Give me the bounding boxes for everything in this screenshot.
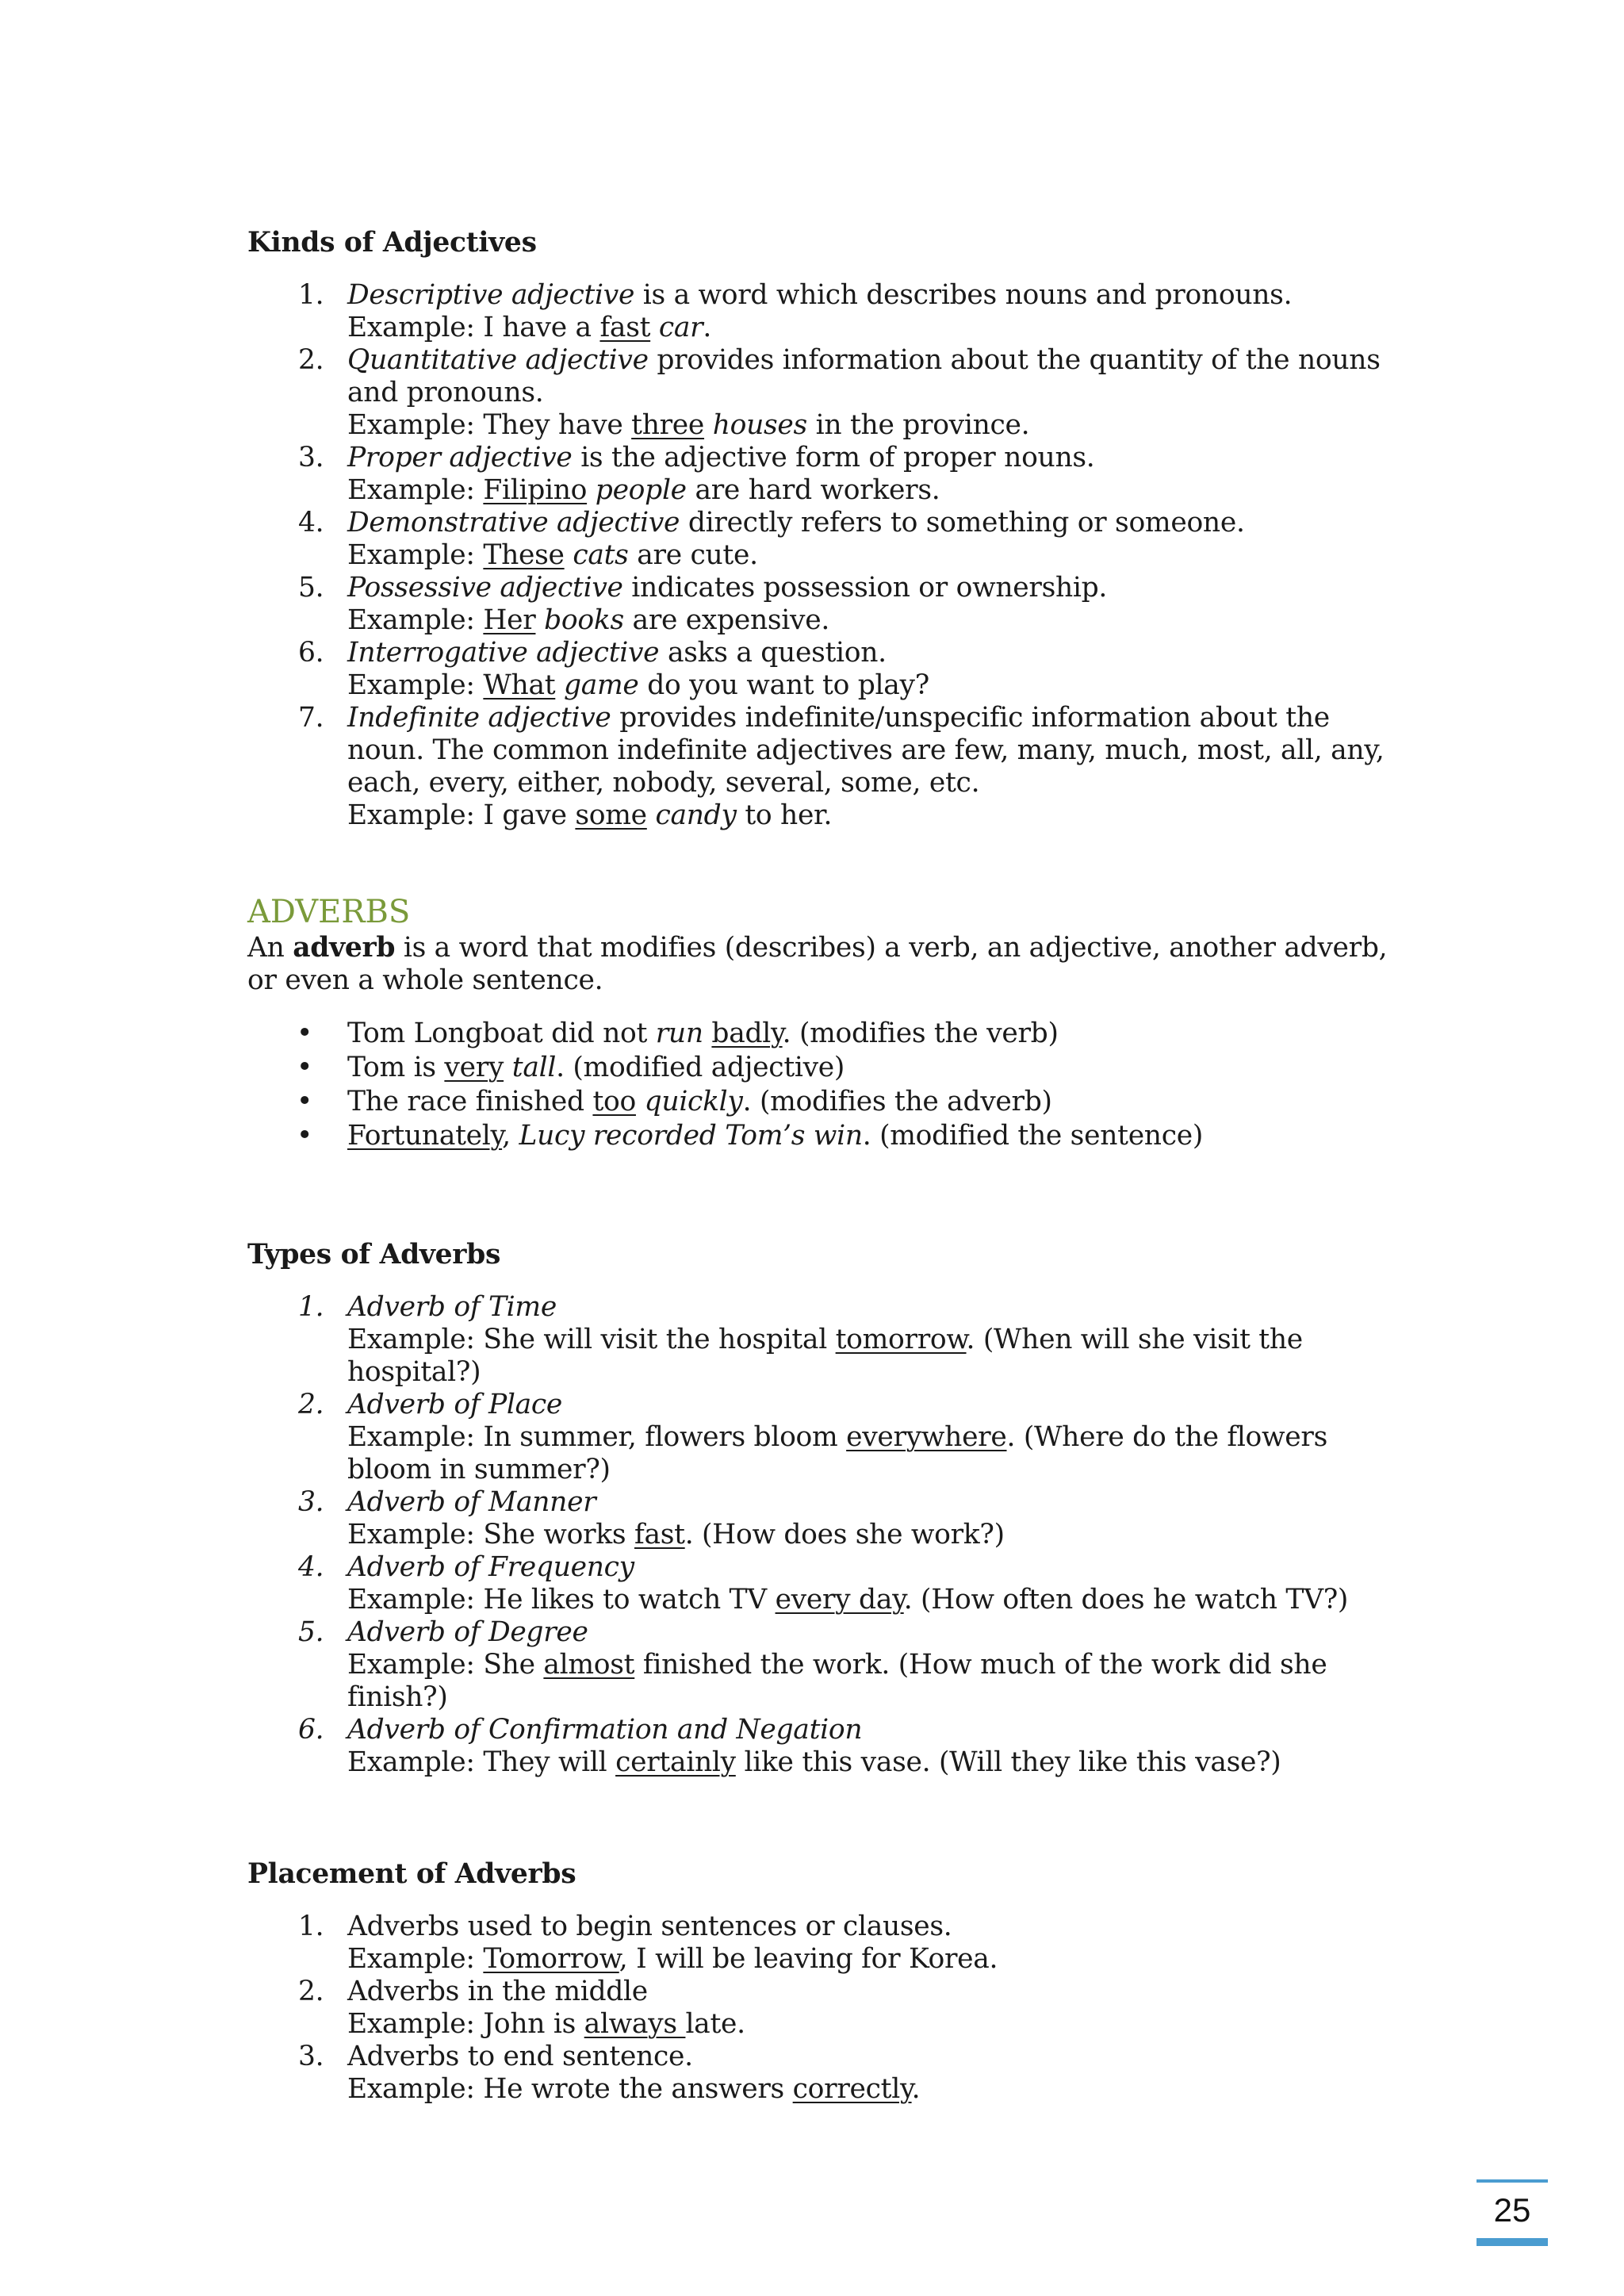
list-number: 2. bbox=[298, 344, 324, 376]
intro-text: An bbox=[247, 932, 293, 964]
bullet-underlined: badly bbox=[711, 1018, 783, 1049]
example-italic: cats bbox=[573, 539, 629, 571]
example-text: Example: bbox=[347, 474, 484, 506]
list-item bbox=[247, 344, 1413, 442]
list-number: 1. bbox=[298, 1911, 324, 1942]
example-end: . (When will she visit the hospital?) bbox=[347, 1324, 1303, 1388]
list-number: 5. bbox=[298, 1616, 324, 1648]
placement-rule: Adverbs to end sentence. bbox=[347, 2041, 693, 2072]
list-item bbox=[247, 1714, 1413, 1779]
adverb-examples-list bbox=[247, 1017, 1413, 1153]
example-underlined: Filipino bbox=[483, 474, 588, 506]
bullet-underlined: Fortunately bbox=[347, 1120, 503, 1152]
term: Demonstrative adjective bbox=[347, 507, 680, 539]
list-item bbox=[247, 1291, 1413, 1389]
example-text: Example: bbox=[347, 539, 484, 571]
example-end: are expensive. bbox=[623, 604, 830, 636]
example-space bbox=[535, 604, 544, 636]
placement-of-adverbs-heading: Placement of Adverbs bbox=[247, 1858, 576, 1890]
bullet-text: Tom Longboat did not bbox=[347, 1018, 656, 1049]
bullet-note: . (modified adjective) bbox=[556, 1052, 845, 1083]
bullet-italic-2: tall bbox=[504, 1052, 557, 1083]
example-space bbox=[704, 409, 713, 441]
list-number: 3. bbox=[298, 442, 324, 473]
bullet-icon: • bbox=[297, 1086, 313, 1117]
list-number: 1. bbox=[298, 279, 324, 311]
bullet-note: . (modifies the adverb) bbox=[742, 1086, 1052, 1117]
bullet-text: Tom is bbox=[347, 1052, 445, 1083]
bullet-item bbox=[247, 1119, 1413, 1153]
example-underlined: three bbox=[631, 409, 705, 441]
bullet-underlined: very bbox=[444, 1052, 504, 1083]
example-text: Example: bbox=[347, 669, 484, 701]
adverb-type-title: Adverb of Manner bbox=[347, 1486, 596, 1518]
list-item bbox=[247, 1976, 1413, 2041]
kinds-of-adjectives-list bbox=[247, 279, 1413, 832]
example-end: finished the work. (How much of the work did she finish?) bbox=[347, 1649, 1327, 1713]
example-end: are cute. bbox=[628, 539, 758, 571]
list-item bbox=[247, 442, 1413, 507]
list-number: 4. bbox=[298, 1551, 324, 1583]
bullet-icon: • bbox=[297, 1120, 313, 1152]
types-of-adverbs-heading: Types of Adverbs bbox=[247, 1239, 501, 1271]
example-underlined: always bbox=[584, 2008, 686, 2040]
example-underlined: almost bbox=[543, 1649, 635, 1681]
bullet-italic-sentence: Lucy recorded Tom’s win bbox=[519, 1120, 863, 1152]
list-item bbox=[247, 2041, 1413, 2106]
example-end: like this vase. (Will they like this vase?) bbox=[735, 1746, 1281, 1778]
bullet-item bbox=[247, 1017, 1413, 1051]
term: Indefinite adjective bbox=[347, 702, 611, 734]
adverb-definition bbox=[247, 932, 1413, 997]
bullet-note: . (modifies the verb) bbox=[782, 1018, 1059, 1049]
example-underlined: every day bbox=[775, 1584, 904, 1616]
bullet-italic: run bbox=[655, 1018, 703, 1049]
list-item bbox=[247, 507, 1413, 572]
adverb-type-title: Adverb of Place bbox=[347, 1389, 563, 1420]
example-text: Example: She will visit the hospital bbox=[347, 1324, 836, 1355]
example-end: . bbox=[911, 2073, 921, 2105]
bullet-underlined: too bbox=[592, 1086, 636, 1117]
example-underlined: certainly bbox=[615, 1746, 736, 1778]
definition: indicates possession or ownership. bbox=[622, 572, 1108, 604]
list-item bbox=[247, 637, 1413, 702]
example-underlined: everywhere bbox=[846, 1421, 1007, 1453]
example-text: Example: He likes to watch TV bbox=[347, 1584, 776, 1616]
list-item bbox=[247, 1486, 1413, 1551]
example-text: Example: bbox=[347, 604, 484, 636]
list-number: 3. bbox=[298, 1486, 324, 1518]
adverb-type-title: Adverb of Degree bbox=[347, 1616, 588, 1648]
bullet-space bbox=[703, 1018, 712, 1049]
term: Possessive adjective bbox=[347, 572, 623, 604]
bullet-note: . (modified the sentence) bbox=[862, 1120, 1204, 1152]
list-number: 2. bbox=[298, 1976, 324, 2007]
page-number: 25 bbox=[1493, 2191, 1531, 2229]
definition: directly refers to something or someone. bbox=[680, 507, 1245, 539]
placement-of-adverbs-list bbox=[247, 1911, 1413, 2106]
example-italic: books bbox=[544, 604, 624, 636]
intro-bold-term: adverb bbox=[293, 932, 396, 964]
example-italic: candy bbox=[655, 799, 737, 831]
adverb-type-title: Adverb of Time bbox=[347, 1291, 557, 1323]
definition: is a word which describes nouns and pronouns. bbox=[634, 279, 1293, 311]
example-space bbox=[565, 539, 573, 571]
example-italic: people bbox=[595, 474, 687, 506]
types-of-adverbs-list bbox=[247, 1291, 1413, 1779]
list-item bbox=[247, 572, 1413, 637]
list-item bbox=[247, 279, 1413, 344]
example-end: . (How often does he watch TV?) bbox=[903, 1584, 1349, 1616]
definition: asks a question. bbox=[659, 637, 887, 669]
kinds-of-adjectives-heading: Kinds of Adjectives bbox=[247, 227, 537, 259]
example-end: to her. bbox=[736, 799, 833, 831]
example-space bbox=[650, 312, 659, 343]
example-text: Example: They have bbox=[347, 409, 632, 441]
example-underlined: some bbox=[575, 799, 647, 831]
adverb-type-title: Adverb of Confirmation and Negation bbox=[347, 1714, 863, 1746]
example-italic: game bbox=[563, 669, 639, 701]
list-number: 2. bbox=[298, 1389, 324, 1420]
placement-rule: Adverbs in the middle bbox=[347, 1976, 648, 2007]
term: Proper adjective bbox=[347, 442, 573, 473]
bullet-icon: • bbox=[297, 1052, 313, 1083]
definition: provides information about the quantity of the nouns and pronouns. bbox=[347, 344, 1381, 408]
example-text: Example: I have a bbox=[347, 312, 600, 343]
bullet-italic-2: quickly bbox=[635, 1086, 743, 1117]
list-number: 4. bbox=[298, 507, 324, 539]
definition: is the adjective form of proper nouns. bbox=[572, 442, 1095, 473]
example-text: Example: In summer, flowers bloom bbox=[347, 1421, 847, 1453]
list-number: 1. bbox=[298, 1291, 324, 1323]
example-end: in the province. bbox=[806, 409, 1030, 441]
example-space bbox=[587, 474, 596, 506]
example-end: . (Where do the flowers bloom in summer?) bbox=[347, 1421, 1327, 1485]
page-number-box bbox=[1477, 2179, 1548, 2246]
intro-text-rest: is a word that modifies (describes) a verb, an adjective, another adverb, or even a whole sentence. bbox=[247, 932, 1388, 996]
example-text: Example: He wrote the answers bbox=[347, 2073, 793, 2105]
example-space bbox=[555, 669, 564, 701]
example-underlined: fast bbox=[599, 312, 651, 343]
example-text: Example: John is bbox=[347, 2008, 584, 2040]
example-space bbox=[647, 799, 656, 831]
list-number: 6. bbox=[298, 1714, 324, 1746]
list-number: 5. bbox=[298, 572, 324, 604]
bullet-item bbox=[247, 1085, 1413, 1119]
example-end: late. bbox=[685, 2008, 745, 2040]
term: Quantitative adjective bbox=[347, 344, 649, 376]
list-item bbox=[247, 1551, 1413, 1616]
bullet-item bbox=[247, 1051, 1413, 1085]
example-end: . (How does she work?) bbox=[684, 1519, 1005, 1550]
example-end: . bbox=[703, 312, 711, 343]
term: Interrogative adjective bbox=[347, 637, 660, 669]
list-item bbox=[247, 1616, 1413, 1714]
placement-rule: Adverbs used to begin sentences or clauses. bbox=[347, 1911, 952, 1942]
example-underlined: Her bbox=[483, 604, 536, 636]
list-item bbox=[247, 1911, 1413, 1976]
example-text: Example: bbox=[347, 1943, 484, 1975]
example-text: Example: She works bbox=[347, 1519, 634, 1550]
example-text: Example: She bbox=[347, 1649, 544, 1681]
example-text: Example: They will bbox=[347, 1746, 616, 1778]
example-italic: car bbox=[658, 312, 703, 343]
example-underlined: tomorrow bbox=[835, 1324, 967, 1355]
example-underlined: correctly bbox=[792, 2073, 912, 2105]
example-end: , I will be leaving for Korea. bbox=[619, 1943, 998, 1975]
bullet-comma: , bbox=[502, 1120, 519, 1152]
example-underlined: What bbox=[483, 669, 556, 701]
example-text: Example: I gave bbox=[347, 799, 576, 831]
example-italic: houses bbox=[712, 409, 807, 441]
list-number: 3. bbox=[298, 2041, 324, 2072]
definition: provides indefinite/unspecific information about the noun. The common indefinite adjectives are few, many, much, most, all, any, each, every, either, nobody, several, some, etc. bbox=[347, 702, 1385, 799]
adverbs-section-title: ADVERBS bbox=[247, 894, 411, 930]
document-page bbox=[247, 213, 1413, 2106]
list-number: 7. bbox=[298, 702, 324, 734]
adverb-type-title: Adverb of Frequency bbox=[347, 1551, 634, 1583]
example-underlined: Tomorrow bbox=[483, 1943, 619, 1975]
list-item bbox=[247, 702, 1413, 832]
example-end: are hard workers. bbox=[686, 474, 940, 506]
term: Descriptive adjective bbox=[347, 279, 635, 311]
example-end: do you want to play? bbox=[638, 669, 929, 701]
example-underlined: fast bbox=[634, 1519, 685, 1550]
bullet-icon: • bbox=[297, 1018, 313, 1049]
list-item bbox=[247, 1389, 1413, 1486]
list-number: 6. bbox=[298, 637, 324, 669]
example-underlined: These bbox=[483, 539, 565, 571]
bullet-text: The race finished bbox=[347, 1086, 593, 1117]
